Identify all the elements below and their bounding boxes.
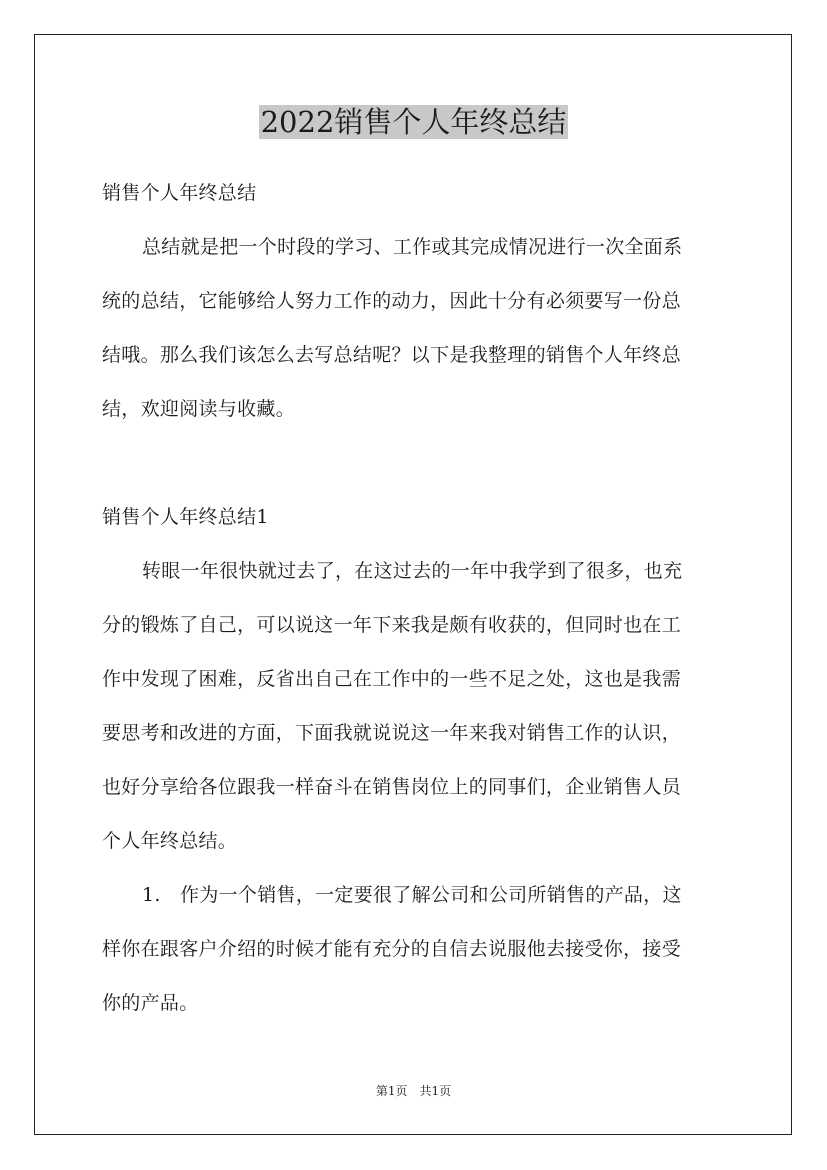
document-title: [0, 100, 827, 144]
section1-line-5: 也好分享给各位跟我一样奋斗在销售岗位上的同事们，企业销售人员: [102, 776, 682, 798]
intro-line-4: 结，欢迎阅读与收藏。: [102, 398, 296, 420]
point1-line-2: 样你在跟客户介绍的时候才能有充分的自信去说服他去接受你，接受: [102, 938, 682, 960]
subtitle: 销售个人年终总结: [102, 182, 257, 204]
point1-line-3: 你的产品。: [102, 992, 199, 1014]
section1-line-6: 个人年终总结。: [102, 830, 238, 852]
section1-line-4: 要思考和改进的方面，下面我就说说这一年来我对销售工作的认识，: [102, 722, 682, 744]
title-highlight: 2022销售个人年终总结: [260, 105, 567, 139]
section-heading-1: 销售个人年终总结1: [102, 506, 269, 528]
section1-line-1: 转眼一年很快就过去了，在这过去的一年中我学到了很多，也充: [142, 560, 683, 582]
point1-line-1: 1. 作为一个销售，一定要很了解公司和公司所销售的产品，这: [142, 884, 682, 906]
intro-line-3: 结哦。那么我们该怎么去写总结呢？以下是我整理的销售个人年终总: [102, 344, 682, 366]
section1-line-2: 分的锻炼了自己，可以说这一年下来我是颇有收获的，但同时也在工: [102, 614, 682, 636]
intro-line-1: 总结就是把一个时段的学习、工作或其完成情况进行一次全面系: [142, 236, 683, 258]
intro-line-2: 统的总结，它能够给人努力工作的动力，因此十分有必须要写一份总: [102, 290, 682, 312]
section1-line-3: 作中发现了困难，反省出自己在工作中的一些不足之处，这也是我需: [102, 668, 682, 690]
page-footer: 第1页 共1页: [375, 1084, 452, 1098]
